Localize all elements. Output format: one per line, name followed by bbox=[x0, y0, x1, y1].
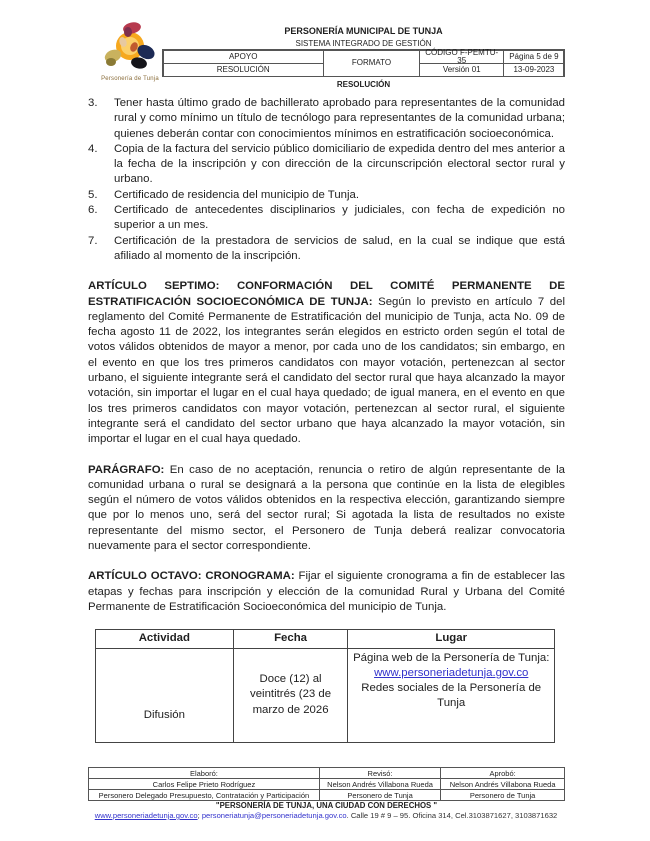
document-body bbox=[88, 96, 565, 743]
paragrafo-title: PARÁGRAFO: bbox=[88, 463, 165, 476]
doc-type-title: RESOLUCIÓN bbox=[336, 80, 391, 89]
header-cell-fecha: 13-09-2023 bbox=[503, 63, 564, 77]
logo-caption: Personería de Tunja bbox=[101, 76, 159, 82]
footer-separator: ; bbox=[197, 811, 202, 820]
signoff-role-aprobo: Aprobó: bbox=[441, 768, 565, 779]
list-item-number: 7. bbox=[88, 234, 98, 247]
org-logo bbox=[94, 20, 166, 82]
signoff-role-reviso: Revisó: bbox=[319, 768, 440, 779]
signoff-names-row bbox=[89, 779, 565, 790]
article-septimo-body: Según lo previsto en artículo 7 del reglamento del Comité Permanente de Estratificación del municipio de Tunja, acta No. 09 de fecha agosto 11 de 2022, los integrantes serán elegidos en estricto orden según el total de votos válidos obtenidos de mayor a menor, por cada uno de los candidatos; sin embargo, en el evento en que los tres primeros candidatos con mayor votación, pertenezcan al sector urbano, el siguiente integrante será el candidato del sector rural que haya alcanzado la mayor votación, sin importar el lugar en el cual haya quedado; de igual manera, en el evento en que los tres primeros candidatos con mayor votación, pertenezcan al sector rural, el siguiente integrante será el candidato del sector urbano que haya alcanzado la mayor votación, sin importar el lugar en el cual haya quedado. bbox=[88, 295, 565, 446]
article-septimo bbox=[88, 279, 565, 447]
signoff-role-elaboro: Elaboró: bbox=[89, 768, 320, 779]
org-title: PERSONERÍA MUNICIPAL DE TUNJA bbox=[284, 26, 443, 36]
signoff-name-reviso: Nelson Andrés Villabona Rueda bbox=[319, 779, 440, 790]
list-item bbox=[88, 188, 565, 203]
footer-website-link[interactable]: www.personeriadetunja.gov.co bbox=[94, 811, 198, 820]
personeria-website-link[interactable]: www.personeriadetunja.gov.co bbox=[374, 666, 529, 679]
list-item-number: 6. bbox=[88, 204, 98, 217]
list-item-text: Tener hasta último grado de bachillerato aprobado para representantes de la comunidad rural y como mínimo un título de tecnólogo para representantes de la comunidad urbana; quienes deberán contar con conocimientos mínimos en estratificación socioeconómica. bbox=[114, 97, 565, 140]
footer-email-link[interactable]: personeriatunja@personeriadetunja.gov.co bbox=[201, 811, 347, 820]
paragrafo-body: En caso de no aceptación, renuncia o retiro de algún representante de la comunidad urbana o rural se designará a la persona que continúe en la lista de elegibles según el número de votos válidos obtenidos en la respectiva elección, garantizando siempre que por lo menos uno, será del sector rural; Si agotada la lista de resultados no existe representante del mismo sector, el Personero de Tunja deberá realizar convocatoria nuevamente para el sector correspondiente. bbox=[88, 463, 565, 553]
signoff-roles-row bbox=[89, 768, 565, 779]
lugar-line2: Redes sociales de la Personería de Tunja bbox=[361, 682, 542, 710]
list-item-number: 5. bbox=[88, 188, 98, 201]
schedule-table-wrap bbox=[95, 629, 555, 742]
col-header-fecha: Fecha bbox=[233, 630, 348, 648]
lugar-line1: Página web de la Personería de Tunja: bbox=[353, 651, 550, 664]
header-cell-resolucion: RESOLUCIÓN bbox=[163, 63, 324, 77]
footer-contact-line bbox=[30, 811, 622, 820]
footer-address: . Calle 19 # 9 – 95. Oficina 314, Cel.3103871627, 3103871632 bbox=[346, 811, 558, 820]
list-item bbox=[88, 142, 565, 188]
signoff-title-aprobo: Personero de Tunja bbox=[441, 790, 565, 801]
header-cell-pagina: Página 5 de 9 bbox=[503, 50, 564, 64]
signoff-table bbox=[88, 767, 565, 801]
header-grid bbox=[162, 49, 565, 77]
article-septimo-title: ARTÍCULO SEPTIMO: CONFORMACIÓN DEL COMITÉ PERMANENTE DE ESTRATIFICACIÓN SOCIOECONÓMICA DE TUNJA: bbox=[88, 280, 565, 308]
list-item bbox=[88, 203, 565, 234]
signoff-titles-row bbox=[89, 790, 565, 801]
page-header bbox=[88, 20, 565, 89]
list-item-text: Certificación de la prestadora de servicios de salud, en la cual se indique que está afiliado al momento de la inscripción. bbox=[114, 234, 565, 262]
personeria-logo-icon bbox=[101, 20, 159, 72]
signoff-title-reviso: Personero de Tunja bbox=[319, 790, 440, 801]
list-item-text: Copia de la factura del servicio público domiciliario de expedida dentro del mes anterior a la fecha de la inscripción y con dirección de la circunscripción electoral sector rural y urbano. bbox=[114, 142, 565, 186]
list-item-text: Certificado de antecedentes disciplinarios y judiciales, con fecha de expedición no superior a un mes. bbox=[114, 204, 565, 232]
col-header-lugar: Lugar bbox=[348, 630, 555, 648]
signoff-name-aprobo: Nelson Andrés Villabona Rueda bbox=[441, 779, 565, 790]
requirements-list bbox=[88, 96, 565, 264]
cell-lugar bbox=[348, 648, 555, 742]
header-cell-formato: FORMATO bbox=[323, 50, 420, 77]
cell-fecha: Doce (12) al veintitrés (23 de marzo de 2026 bbox=[233, 648, 348, 742]
list-item bbox=[88, 96, 565, 142]
signoff-title-elaboro: Personero Delegado Presupuesto, Contratación y Participación bbox=[89, 790, 320, 801]
article-octavo-body: Fijar el siguiente cronograma a fin de establecer las etapas y fechas para inscripción y elección de la comunidad Rural y Urbana del Comité Permanente de Estratificación Socioeconómica del municipio de Tunja. bbox=[88, 570, 565, 613]
schedule-table bbox=[95, 629, 555, 742]
list-item-number: 3. bbox=[88, 97, 98, 109]
cell-actividad: Difusión bbox=[96, 648, 234, 742]
article-octavo bbox=[88, 569, 565, 615]
header-cell-apoyo: APOYO bbox=[163, 50, 324, 64]
list-item-text: Certificado de residencia del municipio de Tunja. bbox=[114, 188, 360, 201]
system-line: SISTEMA INTEGRADO DE GESTIÓN bbox=[295, 39, 432, 48]
schedule-header-row bbox=[96, 630, 555, 648]
footer-slogan: "PERSONERÍA DE TUNJA, UNA CIUDAD CON DERECHOS " bbox=[215, 801, 438, 810]
schedule-row-difusion bbox=[96, 648, 555, 742]
header-cell-version: Versión 01 bbox=[419, 63, 504, 77]
col-header-actividad: Actividad bbox=[96, 630, 234, 648]
paragrafo bbox=[88, 463, 565, 555]
header-cell-codigo: CÓDIGO F-PEMTU- 35 bbox=[419, 50, 504, 64]
header-block bbox=[162, 20, 565, 89]
list-item bbox=[88, 234, 565, 265]
article-octavo-title: ARTÍCULO OCTAVO: CRONOGRAMA: bbox=[88, 570, 295, 583]
signoff-name-elaboro: Carlos Felipe Prieto Rodríguez bbox=[89, 779, 320, 790]
list-item-number: 4. bbox=[88, 142, 98, 155]
